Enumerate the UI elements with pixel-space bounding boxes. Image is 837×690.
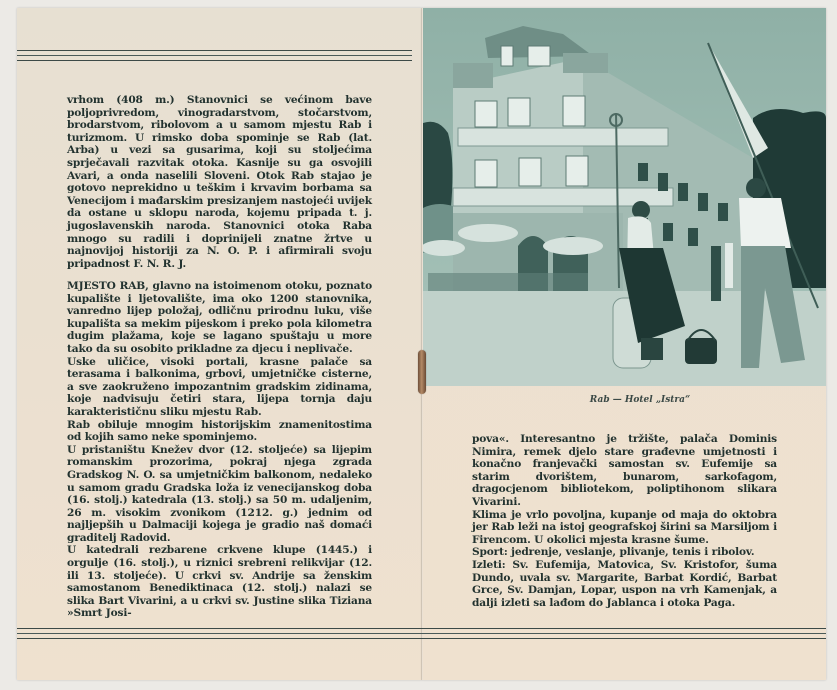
paragraph-market: pova«. Interesantno je tržište, palača Dominis Nimira, remek djelo stare građevne umjetnosti i konačno franjevački samostan sv. Eufemije sa starim dvorištem, bunarom, sarkofagom, dragocjenom bibliotekom, poliptihonom slikara Vivarini. bbox=[472, 433, 777, 508]
paragraph-history: vrhom (408 m.) Stanovnici se većinom bave poljoprivredom, vinogradarstvom, stočarstvom, brodarstvom, ribolovom a u samom mjestu Rab i turizmom. U rimsko doba spominje se Rab (lat. Arba) u vezi sa gusarima, koji su stoljećima sprječavali razvitak otoka. Kasnije su ga osvojili Avari, a onda naselili Sloveni. Otok Rab stajao je gotovo neprekidno u teškim i krvavim borbama sa Venecijom i mađarskim presizanjem nastojeći uvijek da ostane u sklopu naroda, kojemu pripada t. j. jugoslavenskih naroda. Stanovnici otoka Raba mnogo su radili i doprinijeli znatne žrtve u najnovijoj historiji za N. O. P. i afirmirali svoju pripadnost F. N. R. J. bbox=[67, 94, 372, 270]
left-text-block-2 bbox=[67, 280, 372, 620]
photo-illustration bbox=[423, 8, 826, 386]
paragraph-climate: Klima je vrlo povoljna, kupanje od maja do oktobra jer Rab leži na istoj geografskoj širini sa Marsiljom i Firencom. U okolici mjesta krasne šume. bbox=[472, 508, 777, 546]
paragraph-sport: Sport: jedrenje, veslanje, plivanje, tenis i ribolov. bbox=[472, 546, 755, 559]
paragraph-mjesto-rab: MJESTO RAB, glavno na istoimenom otoku, poznato kupalište i ljetovalište, ima oko 1200 stanovnika, vanredno lijep položaj, odličnu prirodnu luku, više kupališta sa mekim pijeskom i preko pola kilometra dugim plažama, koje se lagano spuštaju u more tako da su osobito prikladne za djecu i neplivače. bbox=[67, 280, 372, 355]
paragraph-cathedral: U katedrali rezbarene crkvene klupe (1445.) i orgulje (16. stolj.), u riznici srebreni relikvijar (12. ili 13. stoljeće). U crkvi sv. Andrije sa ženskim samostanom Benediktinaca (12. stolj.) nalazi se slika Bart Vivarini, a u crkvi sv. Justine slika Tiziana »Smrt Josi- bbox=[67, 544, 372, 620]
paragraph-landmarks: U pristaništu Knežev dvor (12. stoljeće) sa lijepim romanskim prozorima, pokraj njega zgrada Gradskog N. O. sa umjetničkim balkonom, nedaleko u samom gradu Gradska loža iz venecijanskog doba (16. stolj.) katedrala (13. stolj.) sa 50 m. udaljenim, 26 m. visokim zvonikom (1212. g.) jednim od najljepših u Dalmaciji kojega je gradio naš domaći graditelj Radovid. bbox=[67, 443, 372, 544]
left-text-block-1 bbox=[67, 94, 372, 270]
paragraph-excursions: Izleti: Sv. Eufemija, Matovica, Sv. Kristofor, šuma Dundo, uvala sv. Margarite, Barbat Kordić, Barbat Grce, Sv. Damjan, Lopar, uspon na vrh Kamenjak, a dalji izleti sa lađom do Jablanca i otoka Paga. bbox=[472, 558, 777, 609]
hotel-istra-photo bbox=[423, 8, 826, 386]
paragraph-streets: Uske uličice, visoki portali, krasne palače sa terasama i balkonima, grbovi, umjetničke cisterne, a sve zaokruženo impozantnim gradskim zidinama, koje nadvisuju četiri stara, lijepa tornja daju karakterističnu sliku mjestu Rab. bbox=[67, 355, 372, 418]
decorative-rules-bottom bbox=[17, 628, 826, 640]
paragraph-landmarks-intro: Rab obiluje mnogim historijskim znamenitostima od kojih samo neke spominjemo. bbox=[67, 418, 372, 444]
binding-staple bbox=[418, 350, 426, 394]
decorative-rules-top bbox=[17, 50, 412, 62]
photo-caption: Rab — Hotel „Istra“ bbox=[589, 395, 691, 405]
right-text-block bbox=[472, 433, 777, 609]
